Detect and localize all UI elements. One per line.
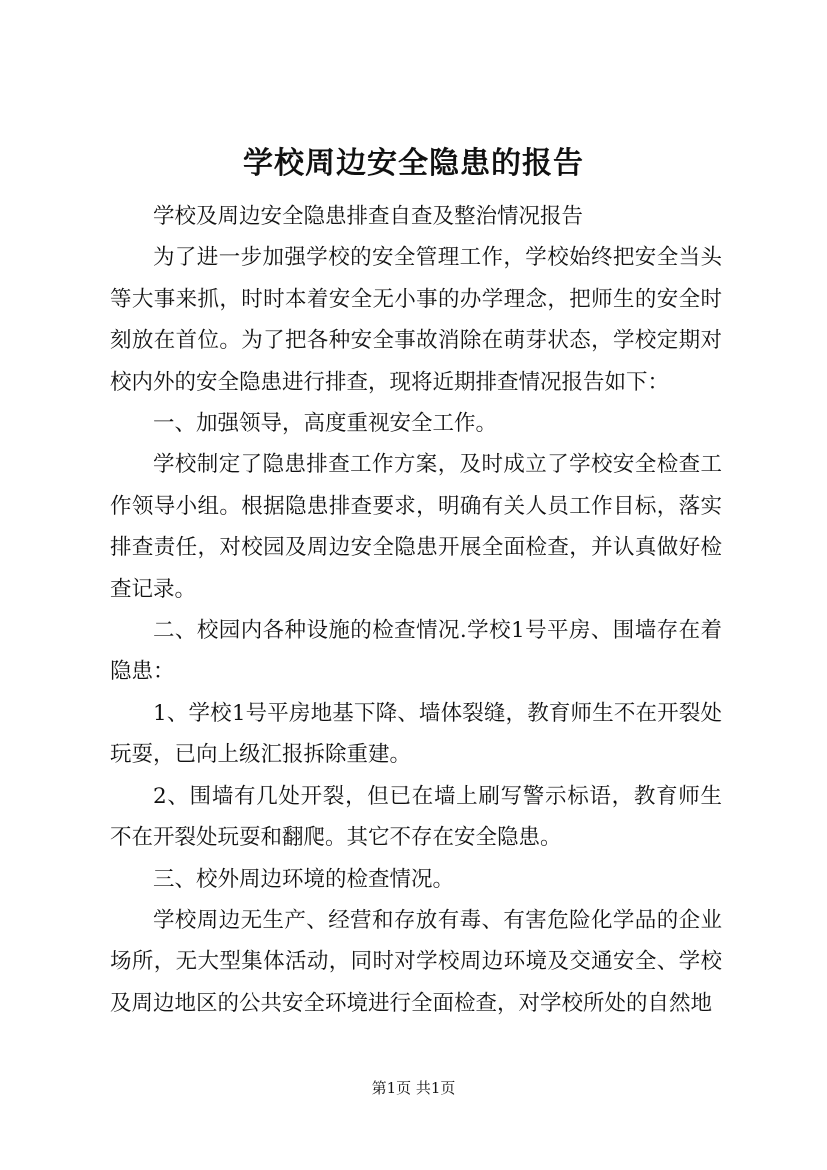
section-1-paragraph: 学校制定了隐患排查工作方案，及时成立了学校安全检查工作领导小组。根据隐患排查要求，明确有关人员工作目标，落实排查责任，对校园及周边安全隐患开展全面检查，并认真做好检查记录。 [110,452,722,602]
page-number-footer: 第1页 共1页 [371,1079,456,1097]
section-3-paragraph: 学校周边无生产、经营和存放有毒、有害危险化学品的企业场所，无大型集体活动，同时对学校周边环境及交通安全、学校及周边地区的公共安全环境进行全面检查，对学校所处的自然地 [110,907,722,1016]
subtitle-paragraph: 学校及周边安全隐患排查自查及整治情况报告 [153,204,584,229]
intro-paragraph: 为了进一步加强学校的安全管理工作，学校始终把安全当头等大事来抓，时时本着安全无小事的办学理念，把师生的安全时刻放在首位。为了把各种安全事故消除在萌芽状态，学校定期对校内外的安全隐患进行排查，现将近期排查情况报告如下： [110,245,722,395]
section-heading-3: 三、校外周边环境的检查情况。 [153,866,455,892]
section-2-item-2: 2、围墙有几处开裂，但已在墙上刷写警示标语，教育师生不在开裂处玩耍和翻爬。其它不存在安全隐患。 [110,783,722,851]
document-body [110,196,722,1024]
section-heading-1: 一、加强领导，高度重视安全工作。 [153,411,498,437]
document-title: 学校周边安全隐患的报告 [243,146,584,181]
section-heading-2: 二、校园内各种设施的检查情况.学校1号平房、围墙存在着隐患： [110,618,722,685]
section-2-item-1: 1、学校1号平房地基下降、墙体裂缝，教育师生不在开裂处玩耍，已向上级汇报拆除重建。 [110,700,722,768]
